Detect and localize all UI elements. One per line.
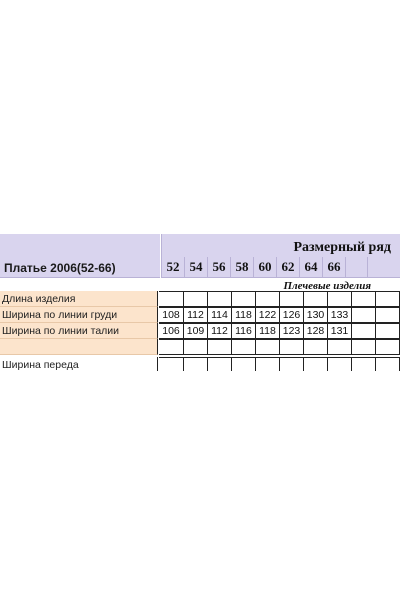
size-range-title: Размерный ряд [293, 240, 391, 255]
table-cell: 118 [256, 323, 280, 339]
table-cell [256, 339, 280, 355]
table-cell: 112 [184, 307, 208, 323]
table-row [0, 307, 400, 323]
table-cell [280, 339, 304, 355]
table-cell: 109 [184, 323, 208, 339]
size-header-cell: 60 [254, 257, 277, 277]
table-cell [208, 357, 232, 371]
table-cell [256, 291, 280, 307]
table-cell: 133 [328, 307, 352, 323]
table-cell [232, 291, 256, 307]
table-cell: 106 [159, 323, 184, 339]
table-cell [184, 291, 208, 307]
table-cell [304, 291, 328, 307]
size-header-cell: 52 [162, 257, 185, 277]
row-label [0, 339, 158, 355]
table-cell [304, 357, 328, 371]
size-range-header [161, 234, 400, 278]
row-label: Ширина по линии талии [0, 323, 158, 339]
table-cell: 130 [304, 307, 328, 323]
section-title: Плечевые изделия [283, 280, 371, 292]
table-cell [376, 357, 400, 371]
table-row [0, 291, 400, 307]
size-chart [0, 228, 400, 371]
table-cell [328, 357, 352, 371]
table-cell [280, 357, 304, 371]
size-header-cell: 56 [208, 257, 231, 277]
table-cell [304, 339, 328, 355]
size-header-row [162, 257, 368, 277]
table-cell [208, 291, 232, 307]
table-cell [159, 291, 184, 307]
row-label: Длина изделия [0, 291, 158, 307]
size-header-cell: 58 [231, 257, 254, 277]
model-name: Платье 2006(52-66) [4, 261, 116, 275]
size-header-cell: 54 [185, 257, 208, 277]
table-cell: 118 [232, 307, 256, 323]
table-cell [184, 339, 208, 355]
table-cell [208, 339, 232, 355]
table-cell [352, 307, 376, 323]
table-cell: 122 [256, 307, 280, 323]
table-cell: 131 [328, 323, 352, 339]
table-cell [376, 323, 400, 339]
row-label: Ширина переда [0, 357, 158, 371]
table-cell [376, 339, 400, 355]
table-cell: 112 [208, 323, 232, 339]
size-header-cell: 64 [300, 257, 323, 277]
model-header-cell [0, 234, 160, 278]
table-cell [376, 291, 400, 307]
table-cell: 114 [208, 307, 232, 323]
table-cell: 123 [280, 323, 304, 339]
table-cell [232, 357, 256, 371]
table-cell: 128 [304, 323, 328, 339]
table-row [0, 357, 400, 371]
size-header-cell: 62 [277, 257, 300, 277]
table-cell [256, 357, 280, 371]
table-cell: 116 [232, 323, 256, 339]
table-cell [352, 291, 376, 307]
size-header-cell: 66 [323, 257, 346, 277]
table-row [0, 339, 400, 355]
table-cell [352, 323, 376, 339]
row-label: Ширина по линии груди [0, 307, 158, 323]
table-cell [159, 357, 184, 371]
table-cell: 108 [159, 307, 184, 323]
size-header-empty [346, 257, 368, 277]
table-cell [280, 291, 304, 307]
table-cell [376, 307, 400, 323]
table-cell [328, 291, 352, 307]
table-row [0, 323, 400, 339]
table-cell [184, 357, 208, 371]
table-cell: 126 [280, 307, 304, 323]
table-cell [352, 339, 376, 355]
table-cell [232, 339, 256, 355]
table-cell [159, 339, 184, 355]
table-cell [352, 357, 376, 371]
table-cell [328, 339, 352, 355]
